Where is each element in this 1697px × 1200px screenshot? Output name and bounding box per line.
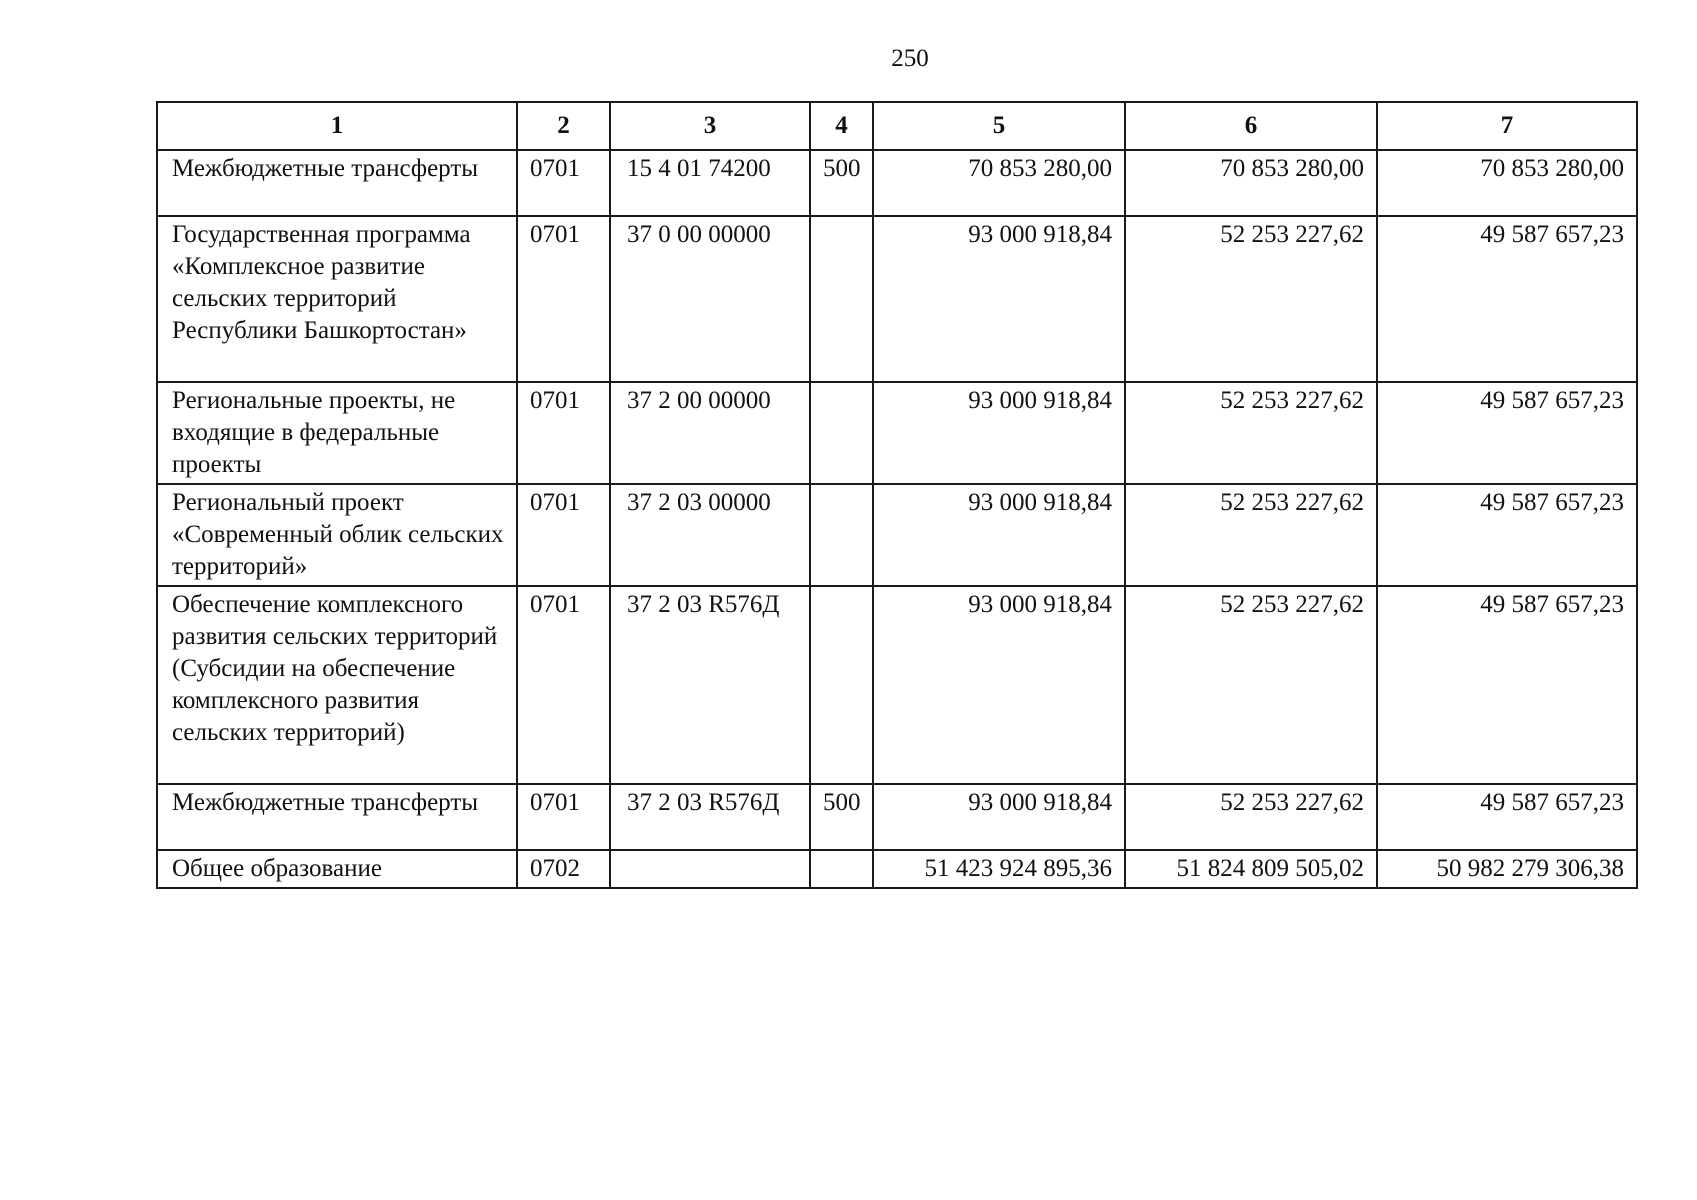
row-type-cell <box>810 484 873 586</box>
header-col-2: 2 <box>517 102 610 150</box>
row-section-cell: 0701 <box>517 586 610 784</box>
row-target-cell: 37 0 00 00000 <box>610 216 810 382</box>
table-header-row <box>157 102 1637 150</box>
table-row <box>157 484 1637 586</box>
row-amount-1-cell: 93 000 918,84 <box>873 784 1125 850</box>
row-name-cell: Межбюджетные трансферты <box>157 150 517 216</box>
row-amount-2-cell: 52 253 227,62 <box>1125 382 1377 484</box>
row-section-cell: 0701 <box>517 784 610 850</box>
row-name-cell: Общее образование <box>157 850 517 888</box>
table-row <box>157 216 1637 382</box>
table-row <box>157 850 1637 888</box>
table-row <box>157 382 1637 484</box>
row-amount-2-cell: 51 824 809 505,02 <box>1125 850 1377 888</box>
row-amount-3-cell: 49 587 657,23 <box>1377 216 1637 382</box>
row-amount-2-cell: 70 853 280,00 <box>1125 150 1377 216</box>
row-type-cell <box>810 216 873 382</box>
page-number: 250 <box>891 45 929 72</box>
header-col-5: 5 <box>873 102 1125 150</box>
row-amount-2-cell: 52 253 227,62 <box>1125 216 1377 382</box>
row-amount-2-cell: 52 253 227,62 <box>1125 586 1377 784</box>
table-row <box>157 150 1637 216</box>
row-type-cell: 500 <box>810 150 873 216</box>
row-target-cell <box>610 850 810 888</box>
row-amount-2-cell: 52 253 227,62 <box>1125 484 1377 586</box>
row-target-cell: 37 2 00 00000 <box>610 382 810 484</box>
row-target-cell: 37 2 03 R576Д <box>610 586 810 784</box>
row-type-cell <box>810 850 873 888</box>
row-type-cell <box>810 586 873 784</box>
header-col-7: 7 <box>1377 102 1637 150</box>
row-section-cell: 0701 <box>517 484 610 586</box>
row-amount-1-cell: 51 423 924 895,36 <box>873 850 1125 888</box>
row-name-cell: Региональные проекты, не входящие в федеральные проекты <box>157 382 517 484</box>
row-name-cell: Межбюджетные трансферты <box>157 784 517 850</box>
row-section-cell: 0701 <box>517 382 610 484</box>
header-col-4: 4 <box>810 102 873 150</box>
row-section-cell: 0701 <box>517 150 610 216</box>
row-section-cell: 0701 <box>517 216 610 382</box>
header-col-3: 3 <box>610 102 810 150</box>
table-row <box>157 784 1637 850</box>
row-target-cell: 37 2 03 00000 <box>610 484 810 586</box>
row-name-cell: Государственная программа «Комплексное развитие сельских территорий Республики Башкортостан» <box>157 216 517 382</box>
row-amount-1-cell: 93 000 918,84 <box>873 216 1125 382</box>
row-amount-3-cell: 70 853 280,00 <box>1377 150 1637 216</box>
row-amount-3-cell: 50 982 279 306,38 <box>1377 850 1637 888</box>
row-amount-3-cell: 49 587 657,23 <box>1377 484 1637 586</box>
header-col-6: 6 <box>1125 102 1377 150</box>
table-row <box>157 586 1637 784</box>
row-target-cell: 15 4 01 74200 <box>610 150 810 216</box>
row-amount-1-cell: 93 000 918,84 <box>873 382 1125 484</box>
row-amount-1-cell: 70 853 280,00 <box>873 150 1125 216</box>
row-amount-2-cell: 52 253 227,62 <box>1125 784 1377 850</box>
row-name-cell: Региональный проект «Современный облик сельских территорий» <box>157 484 517 586</box>
row-name-cell: Обеспечение комплексного развития сельских территорий (Субсидии на обеспечение комплексного развития сельских территорий) <box>157 586 517 784</box>
row-amount-3-cell: 49 587 657,23 <box>1377 586 1637 784</box>
row-amount-1-cell: 93 000 918,84 <box>873 586 1125 784</box>
row-section-cell: 0702 <box>517 850 610 888</box>
row-type-cell <box>810 382 873 484</box>
header-col-1: 1 <box>157 102 517 150</box>
row-amount-3-cell: 49 587 657,23 <box>1377 382 1637 484</box>
row-type-cell: 500 <box>810 784 873 850</box>
budget-table <box>156 101 1638 889</box>
row-amount-3-cell: 49 587 657,23 <box>1377 784 1637 850</box>
row-amount-1-cell: 93 000 918,84 <box>873 484 1125 586</box>
row-target-cell: 37 2 03 R576Д <box>610 784 810 850</box>
